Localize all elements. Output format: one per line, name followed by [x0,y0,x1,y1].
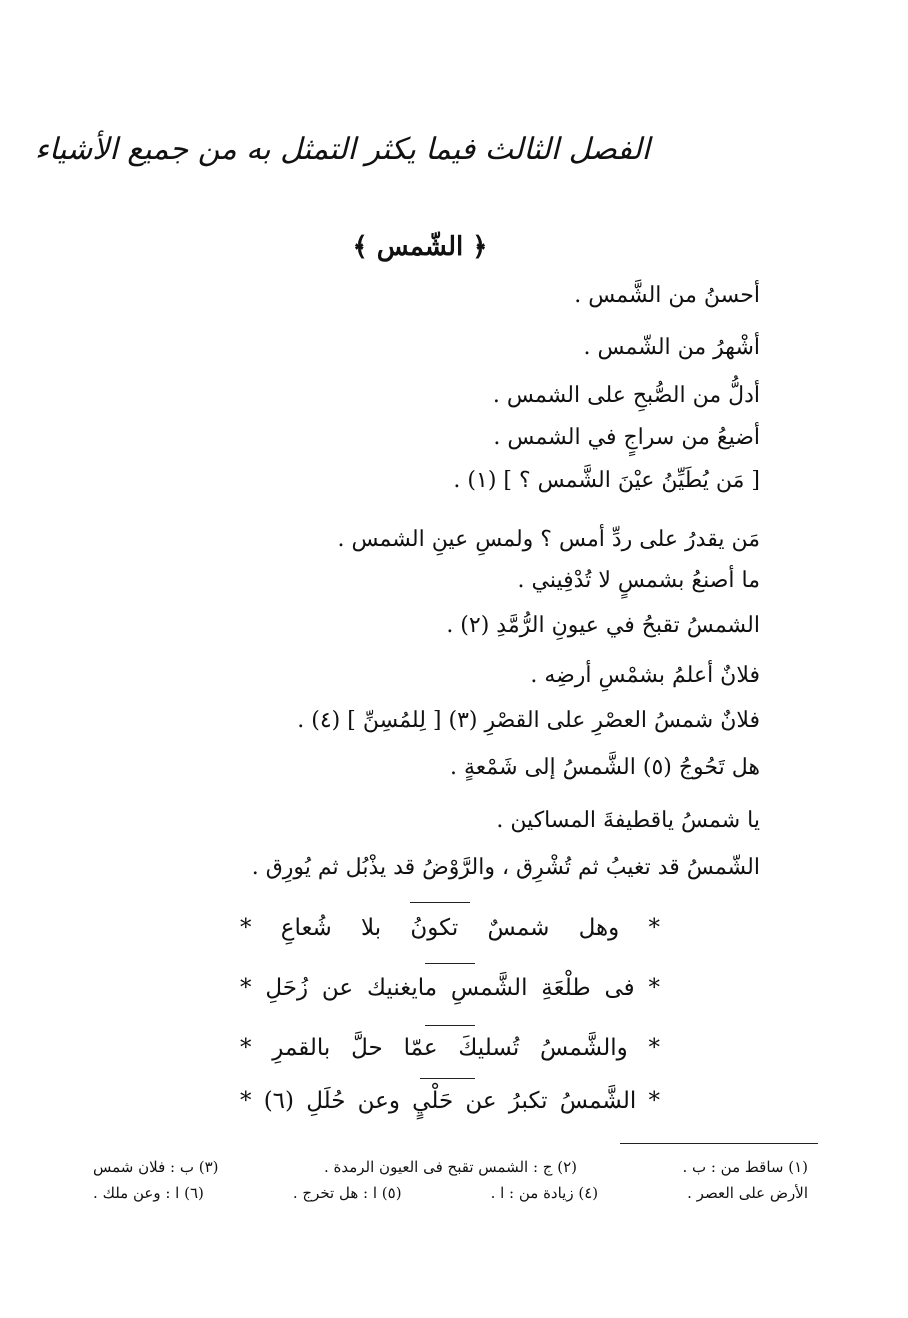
proverb-line: أشْهرُ من الشّمس . [583,335,760,360]
verse-divider [425,963,475,964]
proverb-line: الشمسُ تقبحُ في عيونِ الرُّمَّدِ (٢) . [446,613,760,638]
proverb-line: هل تَحُوجُ (٥) الشَّمسُ إلى شَمْعةٍ . [449,755,760,780]
proverb-line: أضيعُ من سراجٍ في الشمس . [493,425,760,450]
verse-divider [425,1025,475,1026]
proverb-line: يا شمسُ ياقطيفةَ المساكين . [496,808,760,833]
footnote-5: (٥) ا : هل تخرج . [292,1183,402,1202]
proverb-line: ما أصنعُ بشمسٍ لا تُدْفِيني . [517,568,760,593]
footnote-3: (٣) ب : فلان شمس [93,1158,219,1176]
chapter-title: الفصل الثالث فيما يكثر التمثل به من جميع الأشياء [34,132,650,167]
verse-line: * الشَّمسُ تكبرُ عن حَلْيٍ وعن حُلَلِ (٦) * [240,1088,660,1114]
footnote-6: (٦) ا : وعن ملك . [93,1183,204,1202]
proverb-line: الشّمسُ قد تغيبُ ثم تُشْرِق ، والرَّوْضُ قد يذْبُل ثم يُورِق . [251,855,760,880]
proverb-line: أحسنُ من الشَّمس . [574,283,760,308]
footnotes [93,1155,808,1206]
footnote-1: (١) ساقط من : ب . [682,1158,808,1176]
proverb-line: أدلُّ من الصُّبحِ على الشمس . [492,383,760,408]
footnote-row [93,1181,808,1207]
verse-line: * فى طلْعَةِ الشَّمسِ مايغنيك عن زُحَلِ * [240,975,660,1001]
footnote-row [93,1155,808,1181]
proverb-line: [ مَن يُطَيِّنُ عيْنَ الشَّمس ؟ ] (١) . [453,468,760,493]
footnote-3-cont: الأرض على العصر . [687,1183,808,1202]
proverb-line: مَن يقدرُ على ردِّ أمس ؟ ولمسِ عينِ الشمس . [337,527,760,552]
verse-divider [410,902,470,903]
verse-divider [420,1078,475,1079]
proverb-line: فلانٌ أعلمُ بشمْسِ أرضِه . [530,663,760,688]
footnote-separator [620,1143,818,1144]
verse-line: * والشَّمسُ تُسليكَ عمّا حلَّ بالقمرِ * [240,1035,660,1061]
verse-line: * وهل شمسٌ تكونُ بلا شُعاعِ * [240,915,660,941]
footnote-2: (٢) ج : الشمس تقبح فى العيون الرمدة . [323,1158,577,1176]
footnote-4: (٤) زيادة من : ا . [490,1183,599,1202]
section-title: ﴿ الشّمس ﴾ [352,232,488,262]
proverb-line: فلانٌ شمسُ العصْرِ على القصْرِ (٣) [ لِلمُسِنِّ ] (٤) . [297,708,760,733]
